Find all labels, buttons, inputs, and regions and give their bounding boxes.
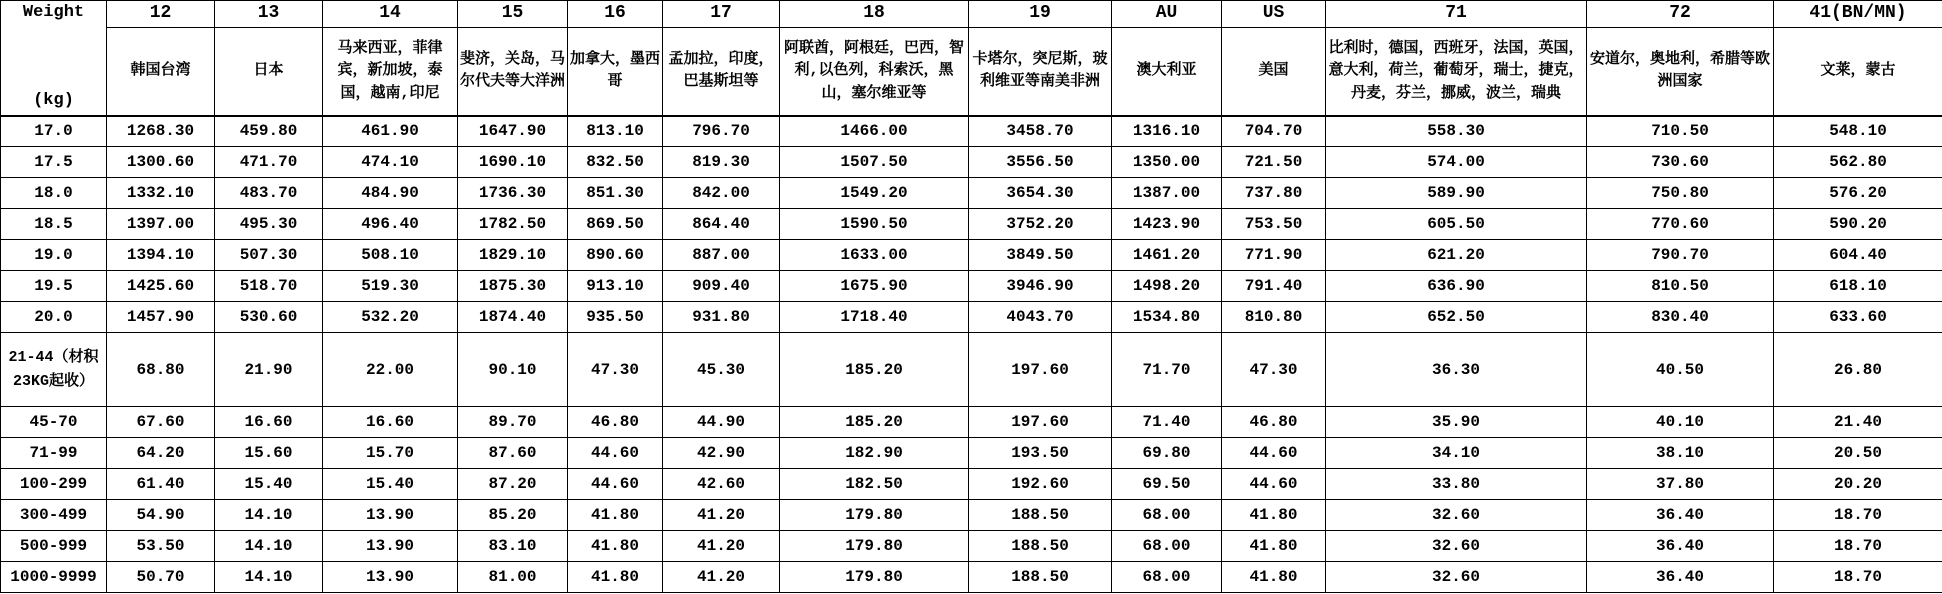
rate-cell: 68.00 — [1112, 500, 1222, 531]
weight-bracket-cell: 18.0 — [1, 178, 107, 209]
rate-cell: 64.20 — [107, 438, 215, 469]
rate-cell: 44.60 — [1222, 438, 1326, 469]
rate-cell: 737.80 — [1222, 178, 1326, 209]
rate-cell: 753.50 — [1222, 209, 1326, 240]
rate-cell: 887.00 — [663, 240, 780, 271]
rate-cell: 32.60 — [1326, 531, 1587, 562]
rate-cell: 179.80 — [780, 500, 969, 531]
zone-code-cell: 17 — [663, 1, 780, 28]
rate-cell: 562.80 — [1774, 147, 1942, 178]
rate-cell: 197.60 — [969, 407, 1112, 438]
rate-cell: 71.70 — [1112, 333, 1222, 407]
rate-cell: 832.50 — [568, 147, 663, 178]
zone-code-cell: 15 — [458, 1, 568, 28]
rate-row — [1, 500, 1942, 531]
rate-cell: 3458.70 — [969, 116, 1112, 147]
zone-region-cell: 比利时，德国，西班牙，法国，英国，意大利，荷兰，葡萄牙，瑞士，捷克，丹麦，芬兰，挪威，波兰，瑞典 — [1326, 28, 1587, 116]
rate-cell: 1875.30 — [458, 271, 568, 302]
rate-row — [1, 240, 1942, 271]
rate-cell: 36.40 — [1587, 562, 1774, 593]
rate-cell: 548.10 — [1774, 116, 1942, 147]
rate-cell: 71.40 — [1112, 407, 1222, 438]
zone-region-cell: 阿联酋，阿根廷，巴西，智利,以色列，科索沃，黑山，塞尔维亚等 — [780, 28, 969, 116]
rate-cell: 459.80 — [215, 116, 323, 147]
rate-cell: 41.80 — [568, 531, 663, 562]
rate-cell: 38.10 — [1587, 438, 1774, 469]
rate-cell: 1300.60 — [107, 147, 215, 178]
rate-cell: 37.80 — [1587, 469, 1774, 500]
rate-cell: 35.90 — [1326, 407, 1587, 438]
rate-cell: 604.40 — [1774, 240, 1942, 271]
rate-cell: 1507.50 — [780, 147, 969, 178]
rate-cell: 1268.30 — [107, 116, 215, 147]
rate-cell: 45.30 — [663, 333, 780, 407]
rate-cell: 636.90 — [1326, 271, 1587, 302]
zone-code-cell: US — [1222, 1, 1326, 28]
weight-bracket-cell: 1000-9999 — [1, 562, 107, 593]
rate-cell: 589.90 — [1326, 178, 1587, 209]
rate-cell: 188.50 — [969, 531, 1112, 562]
rate-cell: 182.90 — [780, 438, 969, 469]
rate-cell: 1387.00 — [1112, 178, 1222, 209]
rate-cell: 185.20 — [780, 407, 969, 438]
rate-cell: 41.20 — [663, 531, 780, 562]
weight-header-label: Weight — [22, 3, 85, 23]
rate-cell: 621.20 — [1326, 240, 1587, 271]
rate-cell: 41.80 — [1222, 500, 1326, 531]
rate-cell: 791.40 — [1222, 271, 1326, 302]
zone-region-cell: 日本 — [215, 28, 323, 116]
rate-cell: 1350.00 — [1112, 147, 1222, 178]
rate-cell: 41.20 — [663, 500, 780, 531]
zone-region-cell: 美国 — [1222, 28, 1326, 116]
rate-cell: 41.80 — [568, 500, 663, 531]
rate-cell: 519.30 — [323, 271, 458, 302]
rate-cell: 1466.00 — [780, 116, 969, 147]
rate-cell: 495.30 — [215, 209, 323, 240]
zone-code-header-row — [1, 1, 1942, 28]
rate-cell: 81.00 — [458, 562, 568, 593]
rate-cell: 1534.80 — [1112, 302, 1222, 333]
rate-cell: 68.00 — [1112, 562, 1222, 593]
rate-cell: 83.10 — [458, 531, 568, 562]
rate-cell: 3556.50 — [969, 147, 1112, 178]
rate-row — [1, 178, 1942, 209]
rate-cell: 471.70 — [215, 147, 323, 178]
rate-cell: 46.80 — [1222, 407, 1326, 438]
rate-cell: 182.50 — [780, 469, 969, 500]
rate-cell: 40.50 — [1587, 333, 1774, 407]
rate-cell: 3946.90 — [969, 271, 1112, 302]
rate-cell: 188.50 — [969, 500, 1112, 531]
rate-cell: 20.50 — [1774, 438, 1942, 469]
zone-code-cell: 18 — [780, 1, 969, 28]
rate-cell: 16.60 — [215, 407, 323, 438]
zone-region-cell: 澳大利亚 — [1112, 28, 1222, 116]
rate-cell: 1332.10 — [107, 178, 215, 209]
rate-cell: 1829.10 — [458, 240, 568, 271]
rate-cell: 15.60 — [215, 438, 323, 469]
zone-code-cell: 72 — [1587, 1, 1774, 28]
rate-cell: 890.60 — [568, 240, 663, 271]
weight-bracket-cell: 17.5 — [1, 147, 107, 178]
rate-cell: 864.40 — [663, 209, 780, 240]
rate-cell: 69.80 — [1112, 438, 1222, 469]
rate-cell: 13.90 — [323, 500, 458, 531]
rate-cell: 909.40 — [663, 271, 780, 302]
weight-bracket-cell: 300-499 — [1, 500, 107, 531]
rate-cell: 1633.00 — [780, 240, 969, 271]
rate-cell: 14.10 — [215, 531, 323, 562]
rate-cell: 18.70 — [1774, 500, 1942, 531]
rate-cell: 605.50 — [1326, 209, 1587, 240]
rate-cell: 518.70 — [215, 271, 323, 302]
rate-cell: 590.20 — [1774, 209, 1942, 240]
rate-cell: 1316.10 — [1112, 116, 1222, 147]
zone-region-cell: 文莱，蒙古 — [1774, 28, 1942, 116]
rate-cell: 32.60 — [1326, 562, 1587, 593]
rate-cell: 3752.20 — [969, 209, 1112, 240]
rate-cell: 44.60 — [568, 469, 663, 500]
rate-cell: 14.10 — [215, 500, 323, 531]
rate-cell: 42.60 — [663, 469, 780, 500]
rate-cell: 931.80 — [663, 302, 780, 333]
weight-bracket-cell: 45-70 — [1, 407, 107, 438]
rate-cell: 484.90 — [323, 178, 458, 209]
rate-cell: 53.50 — [107, 531, 215, 562]
rate-cell: 558.30 — [1326, 116, 1587, 147]
rate-cell: 771.90 — [1222, 240, 1326, 271]
weight-bracket-cell: 21-44（材积23KG起收） — [1, 333, 107, 407]
rate-cell: 1394.10 — [107, 240, 215, 271]
rate-cell: 1461.20 — [1112, 240, 1222, 271]
rate-cell: 87.60 — [458, 438, 568, 469]
rate-cell: 41.80 — [1222, 562, 1326, 593]
rate-cell: 90.10 — [458, 333, 568, 407]
zone-code-cell: 19 — [969, 1, 1112, 28]
rate-cell: 810.50 — [1587, 271, 1774, 302]
zone-code-cell: 13 — [215, 1, 323, 28]
rate-cell: 842.00 — [663, 178, 780, 209]
rate-cell: 193.50 — [969, 438, 1112, 469]
rate-cell: 40.10 — [1587, 407, 1774, 438]
rate-cell: 179.80 — [780, 531, 969, 562]
rate-cell: 1425.60 — [107, 271, 215, 302]
weight-bracket-cell: 18.5 — [1, 209, 107, 240]
zone-code-cell: 41(BN/MN) — [1774, 1, 1942, 28]
rate-cell: 574.00 — [1326, 147, 1587, 178]
rate-cell: 89.70 — [458, 407, 568, 438]
zone-code-cell: 14 — [323, 1, 458, 28]
rate-cell: 36.30 — [1326, 333, 1587, 407]
rate-cell: 1647.90 — [458, 116, 568, 147]
rate-cell: 4043.70 — [969, 302, 1112, 333]
rate-cell: 652.50 — [1326, 302, 1587, 333]
rate-cell: 85.20 — [458, 500, 568, 531]
rate-cell: 34.10 — [1326, 438, 1587, 469]
rate-cell: 61.40 — [107, 469, 215, 500]
rate-cell: 1590.50 — [780, 209, 969, 240]
rate-cell: 1397.00 — [107, 209, 215, 240]
rate-cell: 1675.90 — [780, 271, 969, 302]
rate-cell: 36.40 — [1587, 531, 1774, 562]
zone-region-cell: 马来西亚，菲律宾，新加坡，泰国，越南,印尼 — [323, 28, 458, 116]
rate-cell: 192.60 — [969, 469, 1112, 500]
rate-row — [1, 469, 1942, 500]
rate-cell: 15.40 — [215, 469, 323, 500]
rate-cell: 16.60 — [323, 407, 458, 438]
zone-region-cell: 卡塔尔，突尼斯，玻利维亚等南美非洲 — [969, 28, 1112, 116]
rate-cell: 730.60 — [1587, 147, 1774, 178]
rate-cell: 1498.20 — [1112, 271, 1222, 302]
rate-cell: 704.70 — [1222, 116, 1326, 147]
rate-cell: 869.50 — [568, 209, 663, 240]
rate-row — [1, 333, 1942, 407]
weight-bracket-cell: 100-299 — [1, 469, 107, 500]
rate-cell: 41.80 — [1222, 531, 1326, 562]
rate-cell: 721.50 — [1222, 147, 1326, 178]
zone-region-cell: 安道尔，奥地利，希腊等欧洲国家 — [1587, 28, 1774, 116]
rate-cell: 87.20 — [458, 469, 568, 500]
rate-cell: 13.90 — [323, 562, 458, 593]
rate-cell: 810.80 — [1222, 302, 1326, 333]
rate-cell: 796.70 — [663, 116, 780, 147]
rate-cell: 1718.40 — [780, 302, 969, 333]
rate-cell: 532.20 — [323, 302, 458, 333]
rate-cell: 1549.20 — [780, 178, 969, 209]
rate-cell: 1690.10 — [458, 147, 568, 178]
rate-cell: 483.70 — [215, 178, 323, 209]
rate-cell: 1782.50 — [458, 209, 568, 240]
zone-code-cell: AU — [1112, 1, 1222, 28]
weight-bracket-cell: 500-999 — [1, 531, 107, 562]
rate-cell: 14.10 — [215, 562, 323, 593]
rate-cell: 185.20 — [780, 333, 969, 407]
weight-bracket-cell: 19.0 — [1, 240, 107, 271]
rate-cell: 36.40 — [1587, 500, 1774, 531]
rate-row — [1, 147, 1942, 178]
rate-cell: 710.50 — [1587, 116, 1774, 147]
rate-cell: 179.80 — [780, 562, 969, 593]
rate-cell: 576.20 — [1774, 178, 1942, 209]
rate-cell: 830.40 — [1587, 302, 1774, 333]
rate-cell: 3654.30 — [969, 178, 1112, 209]
rate-cell: 41.20 — [663, 562, 780, 593]
rate-cell: 819.30 — [663, 147, 780, 178]
rate-row — [1, 209, 1942, 240]
rate-cell: 618.10 — [1774, 271, 1942, 302]
rate-cell: 750.80 — [1587, 178, 1774, 209]
rate-cell: 1736.30 — [458, 178, 568, 209]
rate-cell: 813.10 — [568, 116, 663, 147]
weight-bracket-cell: 17.0 — [1, 116, 107, 147]
rate-cell: 935.50 — [568, 302, 663, 333]
rate-cell: 851.30 — [568, 178, 663, 209]
rate-cell: 42.90 — [663, 438, 780, 469]
rate-cell: 1423.90 — [1112, 209, 1222, 240]
rate-cell: 67.60 — [107, 407, 215, 438]
region-header-row — [1, 28, 1942, 116]
zone-region-cell: 韩国台湾 — [107, 28, 215, 116]
rate-cell: 461.90 — [323, 116, 458, 147]
rate-cell: 15.70 — [323, 438, 458, 469]
rate-cell: 47.30 — [1222, 333, 1326, 407]
rate-row — [1, 562, 1942, 593]
rate-cell: 26.80 — [1774, 333, 1942, 407]
rate-row — [1, 302, 1942, 333]
rate-cell: 20.20 — [1774, 469, 1942, 500]
rate-cell: 32.60 — [1326, 500, 1587, 531]
rate-cell: 18.70 — [1774, 531, 1942, 562]
rate-row — [1, 438, 1942, 469]
rate-cell: 22.00 — [323, 333, 458, 407]
rate-cell: 15.40 — [323, 469, 458, 500]
rate-row — [1, 531, 1942, 562]
rate-row — [1, 407, 1942, 438]
zone-region-cell: 孟加拉，印度，巴基斯坦等 — [663, 28, 780, 116]
weight-bracket-cell: 71-99 — [1, 438, 107, 469]
rate-cell: 44.60 — [568, 438, 663, 469]
rate-cell: 44.60 — [1222, 469, 1326, 500]
weight-bracket-cell: 19.5 — [1, 271, 107, 302]
rate-cell: 188.50 — [969, 562, 1112, 593]
zone-region-cell: 斐济，关岛，马尔代夫等大洋洲 — [458, 28, 568, 116]
rate-cell: 69.50 — [1112, 469, 1222, 500]
zone-code-cell: 12 — [107, 1, 215, 28]
rate-cell: 41.80 — [568, 562, 663, 593]
rate-cell: 47.30 — [568, 333, 663, 407]
rate-cell: 496.40 — [323, 209, 458, 240]
rate-cell: 3849.50 — [969, 240, 1112, 271]
zone-code-cell: 71 — [1326, 1, 1587, 28]
rate-cell: 790.70 — [1587, 240, 1774, 271]
rate-cell: 68.00 — [1112, 531, 1222, 562]
rate-cell: 770.60 — [1587, 209, 1774, 240]
rate-cell: 46.80 — [568, 407, 663, 438]
zone-region-cell: 加拿大，墨西哥 — [568, 28, 663, 116]
rate-cell: 507.30 — [215, 240, 323, 271]
rate-row — [1, 116, 1942, 147]
rate-cell: 21.90 — [215, 333, 323, 407]
rate-cell: 197.60 — [969, 333, 1112, 407]
rate-cell: 1874.40 — [458, 302, 568, 333]
rate-row — [1, 271, 1942, 302]
weight-unit-label: (kg) — [33, 90, 74, 110]
rate-cell: 530.60 — [215, 302, 323, 333]
rate-cell: 50.70 — [107, 562, 215, 593]
rate-cell: 21.40 — [1774, 407, 1942, 438]
weight-bracket-cell: 20.0 — [1, 302, 107, 333]
rate-cell: 13.90 — [323, 531, 458, 562]
weight-header-cell — [1, 1, 107, 116]
rate-cell: 68.80 — [107, 333, 215, 407]
zone-code-cell: 16 — [568, 1, 663, 28]
rate-cell: 1457.90 — [107, 302, 215, 333]
rate-cell: 913.10 — [568, 271, 663, 302]
rate-cell: 508.10 — [323, 240, 458, 271]
rate-cell: 54.90 — [107, 500, 215, 531]
rate-cell: 633.60 — [1774, 302, 1942, 333]
rate-cell: 44.90 — [663, 407, 780, 438]
rate-cell: 18.70 — [1774, 562, 1942, 593]
rate-cell: 474.10 — [323, 147, 458, 178]
rate-cell: 33.80 — [1326, 469, 1587, 500]
